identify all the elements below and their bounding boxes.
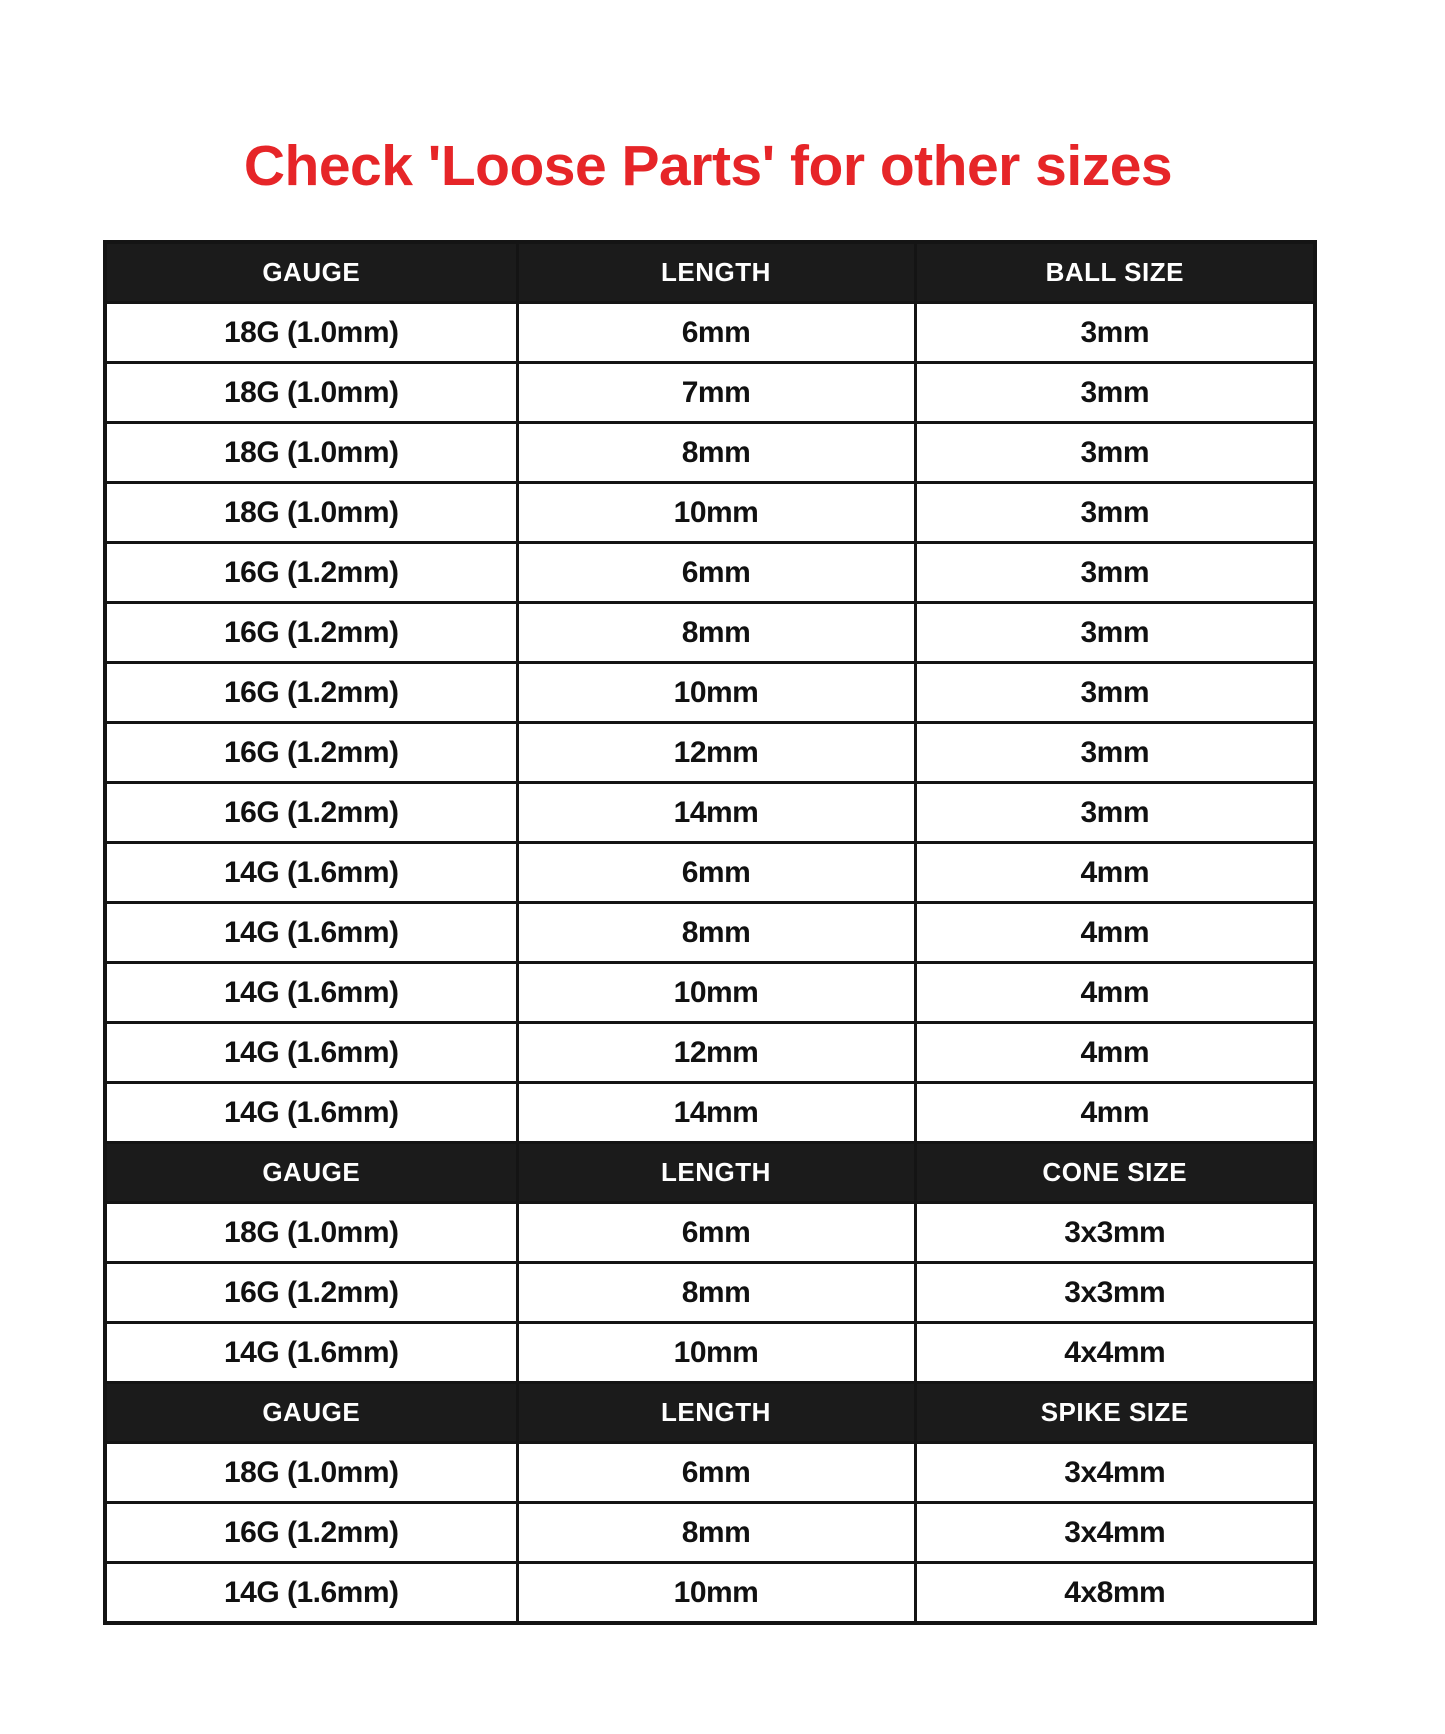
table-cell: 3mm (915, 543, 1315, 603)
table-cell: 3mm (915, 783, 1315, 843)
column-header: GAUGE (105, 1143, 517, 1203)
table-row (105, 783, 1315, 843)
table-cell: 3x3mm (915, 1203, 1315, 1263)
table-row (105, 1083, 1315, 1143)
table-row (105, 1323, 1315, 1383)
table-cell: 14mm (517, 783, 915, 843)
page-title: Check 'Loose Parts' for other sizes (243, 134, 1173, 198)
table-cell: 3x4mm (915, 1503, 1315, 1563)
table-cell: 3mm (915, 603, 1315, 663)
table-row (105, 843, 1315, 903)
table-row (105, 603, 1315, 663)
table-cell: 4mm (915, 903, 1315, 963)
table-cell: 3mm (915, 303, 1315, 363)
table-cell: 4mm (915, 1083, 1315, 1143)
sizes-table (103, 240, 1317, 1625)
table-cell: 14mm (517, 1083, 915, 1143)
column-header: BALL SIZE (915, 242, 1315, 303)
table-cell: 18G (1.0mm) (105, 363, 517, 423)
table-cell: 14G (1.6mm) (105, 963, 517, 1023)
table-cell: 8mm (517, 1503, 915, 1563)
table-row (105, 663, 1315, 723)
table-cell: 4x8mm (915, 1563, 1315, 1624)
section-header-row (105, 1383, 1315, 1443)
table-cell: 16G (1.2mm) (105, 783, 517, 843)
table-cell: 3mm (915, 723, 1315, 783)
table-cell: 4x4mm (915, 1323, 1315, 1383)
table-cell: 12mm (517, 1023, 915, 1083)
column-header: CONE SIZE (915, 1143, 1315, 1203)
table-cell: 14G (1.6mm) (105, 1563, 517, 1624)
table-row (105, 483, 1315, 543)
table-cell: 4mm (915, 1023, 1315, 1083)
table-cell: 3x4mm (915, 1443, 1315, 1503)
table-cell: 4mm (915, 843, 1315, 903)
table-cell: 8mm (517, 1263, 915, 1323)
table-row (105, 543, 1315, 603)
table-cell: 16G (1.2mm) (105, 723, 517, 783)
table-cell: 6mm (517, 1203, 915, 1263)
sizes-table-body (105, 242, 1315, 1623)
table-row (105, 363, 1315, 423)
table-row (105, 1203, 1315, 1263)
table-row (105, 903, 1315, 963)
table-row (105, 1503, 1315, 1563)
table-cell: 14G (1.6mm) (105, 843, 517, 903)
table-cell: 8mm (517, 903, 915, 963)
table-row (105, 303, 1315, 363)
table-cell: 18G (1.0mm) (105, 1443, 517, 1503)
column-header: GAUGE (105, 1383, 517, 1443)
table-row (105, 963, 1315, 1023)
table-row (105, 1023, 1315, 1083)
table-cell: 6mm (517, 843, 915, 903)
table-cell: 14G (1.6mm) (105, 903, 517, 963)
table-cell: 18G (1.0mm) (105, 423, 517, 483)
table-cell: 3mm (915, 663, 1315, 723)
table-cell: 16G (1.2mm) (105, 603, 517, 663)
table-cell: 18G (1.0mm) (105, 1203, 517, 1263)
table-cell: 10mm (517, 1563, 915, 1624)
table-cell: 14G (1.6mm) (105, 1323, 517, 1383)
section-header-row (105, 1143, 1315, 1203)
table-cell: 3x3mm (915, 1263, 1315, 1323)
table-cell: 8mm (517, 603, 915, 663)
table-cell: 7mm (517, 363, 915, 423)
table-cell: 6mm (517, 303, 915, 363)
table-cell: 14G (1.6mm) (105, 1083, 517, 1143)
table-cell: 10mm (517, 663, 915, 723)
table-cell: 10mm (517, 963, 915, 1023)
table-cell: 6mm (517, 543, 915, 603)
table-cell: 14G (1.6mm) (105, 1023, 517, 1083)
table-cell: 16G (1.2mm) (105, 1263, 517, 1323)
column-header: LENGTH (517, 1143, 915, 1203)
table-cell: 3mm (915, 423, 1315, 483)
section-header-row (105, 242, 1315, 303)
column-header: SPIKE SIZE (915, 1383, 1315, 1443)
table-row (105, 1263, 1315, 1323)
column-header: GAUGE (105, 242, 517, 303)
table-row (105, 723, 1315, 783)
column-header: LENGTH (517, 1383, 915, 1443)
table-cell: 10mm (517, 483, 915, 543)
table-cell: 10mm (517, 1323, 915, 1383)
table-cell: 16G (1.2mm) (105, 543, 517, 603)
table-cell: 4mm (915, 963, 1315, 1023)
table-cell: 8mm (517, 423, 915, 483)
table-cell: 18G (1.0mm) (105, 303, 517, 363)
table-row (105, 1443, 1315, 1503)
column-header: LENGTH (517, 242, 915, 303)
table-row (105, 423, 1315, 483)
table-cell: 3mm (915, 483, 1315, 543)
table-cell: 3mm (915, 363, 1315, 423)
table-cell: 12mm (517, 723, 915, 783)
table-cell: 16G (1.2mm) (105, 663, 517, 723)
table-cell: 18G (1.0mm) (105, 483, 517, 543)
table-cell: 6mm (517, 1443, 915, 1503)
table-row (105, 1563, 1315, 1624)
table-cell: 16G (1.2mm) (105, 1503, 517, 1563)
